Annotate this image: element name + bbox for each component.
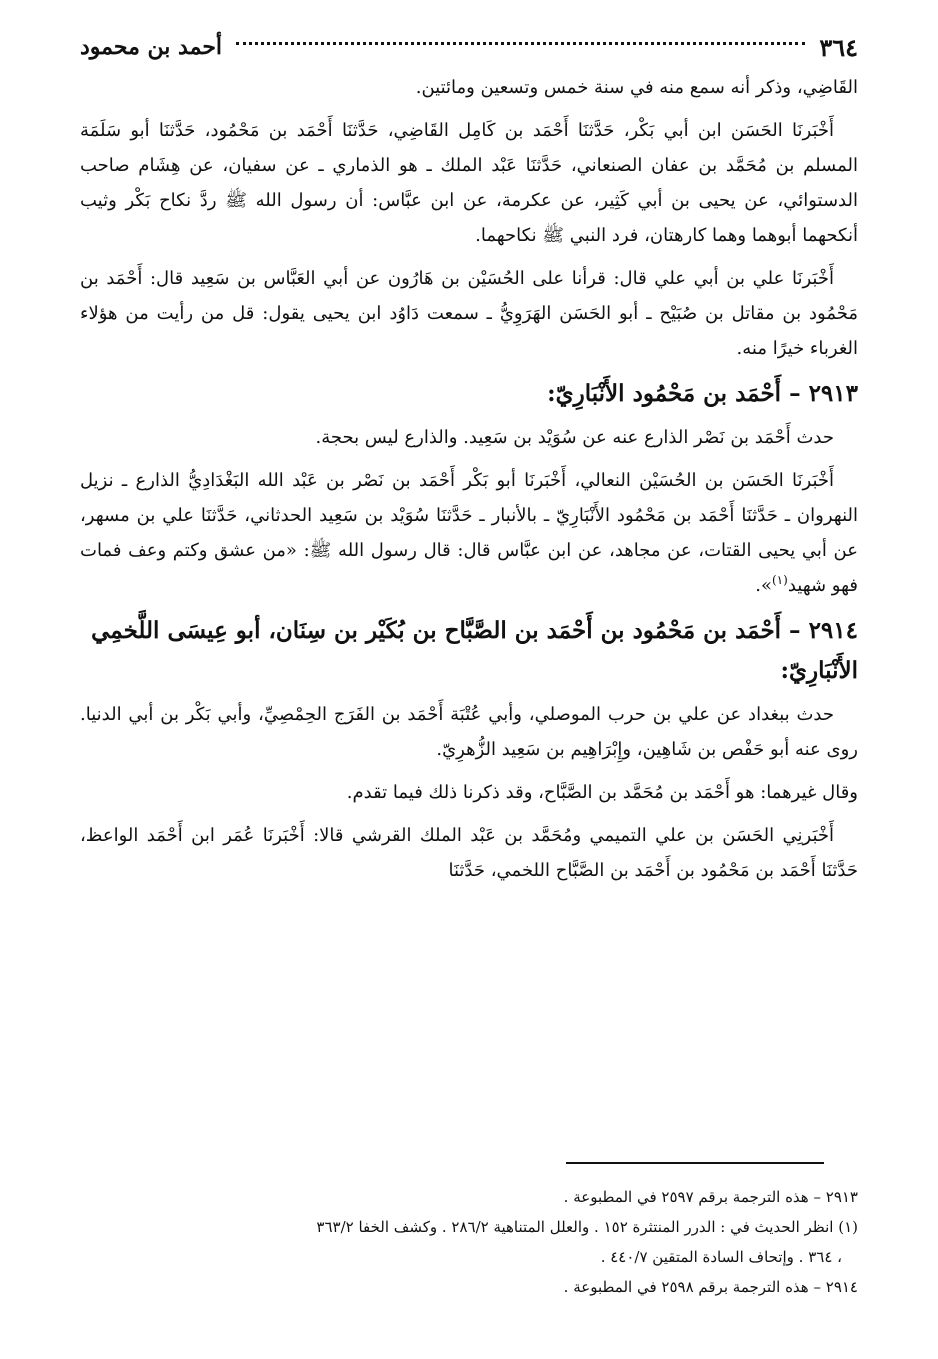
paragraph-isnad-1: أَخْبَرنَا الحَسَن ابن أبي بَكْر، حَدَّثنَا أَحْمَد بن كَامِل القَاضِي، حَدَّثنَا أَحْمَد بن مَحْمُود، حَدَّثنَا أبو سَلَمَة المسلم بن مُحَمَّد بن عفان الصنعاني، حَدَّثنَا عَبْد الملك ـ هو الذماري ـ عن سفيان، عن هِشَام صاحب الدستوائي، عن يحيى بن أبي كَثِير، عن عكرمة، عن ابن عبَّاس: أن رسول الله ﷺ ردَّ نكاح بَكْر وثيب أنكحهما أبوهما وهما كارهتان، فرد النبي ﷺ نكاحهما. (80, 120, 858, 246)
paragraph-entry-2914-isnad: أَخْبَرنِي الحَسَن بن علي التميمي ومُحَمَّد بن عَبْد الملك القرشي قالا: أَخْبَرنَا عُمَر ابن أَحْمَد الواعظ، حَدَّثنَا أَحْمَد بن مَحْمُود بن أَحْمَد بن الصَّبَّاح اللخمي، حَدَّثنَا (80, 825, 858, 881)
body-text (80, 70, 858, 888)
footnote-1: (١) انظر الحديث في : الدرر المنتثرة ١٥٢ . والعلل المتناهية ٢٨٦/٢ . وكشف الخفا ٣٦٣/٢ (316, 1218, 858, 1236)
footnotes (80, 1182, 858, 1302)
footnote-2913: ٢٩١٣ – هذه الترجمة برقم ٢٥٩٧ في المطبوعة . (563, 1188, 858, 1206)
paragraph-entry-2914-note: وقال غيرهما: هو أَحْمَد بن مُحَمَّد بن الصَّبَّاح، وقد ذكرنا ذلك فيما تقدم. (346, 782, 858, 803)
paragraph-continuation: القَاضِي، وذكر أنه سمع منه في سنة خمس وتسعين ومائتين. (415, 77, 858, 98)
entry-heading-2914: ٢٩١٤ – أَحْمَد بن مَحْمُود بن أَحْمَد بن الصَّبَّاح بن بُكَيْر بن سِنَان، أبو عِيسَى اللَّخمِي الأَنْبَارِيّ: (91, 617, 858, 684)
page-number: ٣٦٤ (819, 32, 858, 62)
paragraph-entry-2914-intro: حدث ببغداد عن علي بن حرب الموصلي، وأبي عُتْبَة أَحْمَد بن الفَرَج الحِمْصِيِّ، وأبي بَكْر بن أبي الدنيا. روى عنه أبو حَفْص بن شَاهِين، وإِبْرَاهِيم بن سَعِيد الزُّهرِيّ. (80, 704, 858, 760)
running-title: أحمد بن محمود (80, 34, 223, 60)
paragraph-entry-2913-intro: حدث أَحْمَد بن نَصْر الذارع عنه عن سُوَيْد بن سَعِيد. والذارع ليس بحجة. (315, 427, 834, 448)
hadith-text: أَخْبَرنَا الحَسَن بن الحُسَيْن النعالي، أَخْبَرنَا أبو بَكْر أَحْمَد بن نَصْر بن عَبْد الله البَغْدَادِيُّ الذارع ـ نزيل النهروان ـ حَدَّثنَا أَحْمَد بن مَحْمُود الأَنْبَارِيّ ـ بالأنبار ـ حَدَّثنَا سُوَيْد بن سَعِيد الحدثاني، حَدَّثنَا علي بن مسهر، عن أبي يحيى القتات، عن مجاهد، عن ابن عبَّاس قال: قال رسول الله ﷺ: «من عشق وكتم وعف فمات فهو شهيد (80, 470, 858, 596)
paragraph-isnad-2: أَخْبَرنَا علي بن أبي علي قال: قرأنا على الحُسَيْن بن هَارُون عن أبي العَبَّاس بن سَعِيد قال: أَحْمَد بن مَحْمُود بن مقاتل بن صُبَيْح ـ أبو الحَسَن الهَرَوِيُّ ـ سمعت دَاوُد ابن يحيى يقول: قل من رأيت من هؤلاء الغرباء خيرًا منه. (80, 268, 858, 359)
footnote-2914: ٢٩١٤ – هذه الترجمة برقم ٢٥٩٨ في المطبوعة . (563, 1278, 858, 1296)
footnote-reference[interactable]: (١) (771, 573, 788, 587)
leader-dots (236, 42, 805, 45)
running-head (80, 30, 858, 64)
footnote-1-continued: ، ٣٦٤ . وإتحاف السادة المتقين ٤٤٠/٧ . (600, 1248, 842, 1266)
hadith-closing: ». (755, 575, 772, 596)
footnote-separator (566, 1162, 824, 1164)
entry-heading-2913: ٢٩١٣ – أَحْمَد بن مَحْمُود الأَنْبَارِيّ: (547, 380, 858, 407)
paragraph-entry-2913-hadith (80, 463, 858, 603)
